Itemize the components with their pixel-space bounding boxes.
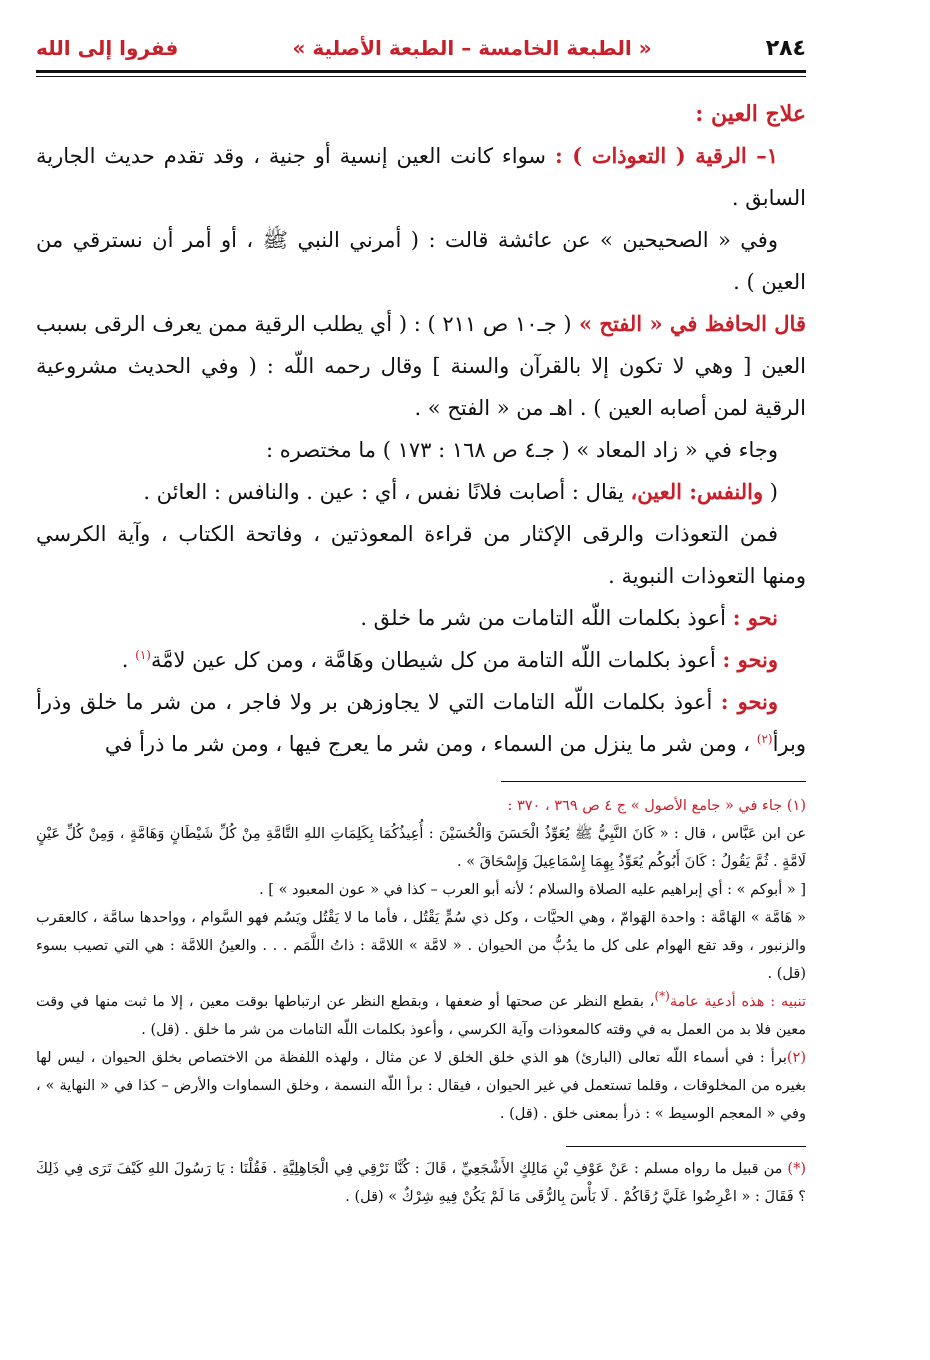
footnote-2: (٢)برأ : في أسماء اللّه تعالى (البارئ) هو الذي خلق الخلق لا عن مثال ، ولهذه اللفظة من الاختصاص بخلق الحيوان ، ليس لها بغيره من المخلوقات ، وقلما تستعمل في غير الحيوان ، فيقال : برأ اللّه النسمة ، وخلق السماوات والأرض – كذا في « النهاية » ، وفي « المعجم الوسيط » : ذرأ بمعنى خلق . (قل) . bbox=[36, 1050, 806, 1122]
star-note bbox=[36, 1155, 806, 1211]
nafs-label: والنفس: العين، bbox=[630, 479, 764, 504]
page-content bbox=[36, 30, 806, 1211]
section-heading: علاج العين : bbox=[695, 101, 806, 127]
footnote-separator bbox=[501, 781, 806, 782]
dua-1: نحو : أعوذ بكلمات اللّه التامات من شر ما خلق . bbox=[360, 605, 778, 630]
footnote-separator-2 bbox=[566, 1146, 806, 1147]
edition-title: « الطبعة الخامسة – الطبعة الأصلية » bbox=[292, 36, 652, 60]
dua-3: ونحو : أعوذ بكلمات اللّه التامات التي لا يجاوزهن بر ولا فاجر ، من شر ما خلق وذرأ وبرأ$^{(٢)}$ ، ومن شر ما ينزل من السماء ، ومن شر ما يعرج فيها ، ومن شر ما ذرأ في bbox=[36, 689, 806, 756]
book-title: ففروا إلى الله bbox=[36, 36, 179, 60]
running-header bbox=[36, 30, 806, 66]
footnote-1-heading: (١) جاء في « جامع الأصول » ج ٤ ص ٣٦٩ ، ٣٧٠ : bbox=[507, 798, 806, 814]
hafiz-label: قال الحافظ في « الفتح » bbox=[571, 311, 806, 336]
header-rule-thick bbox=[36, 70, 806, 73]
header-rule-thin bbox=[36, 76, 806, 77]
paragraph-ruqya: ١– الرقية ( التعوذات ) : سواء كانت العين إنسية أو جنية ، وقد تقدم حديث الجارية السابق . bbox=[36, 143, 806, 210]
page-number: ٢٨٤ bbox=[765, 35, 806, 61]
footnote-1-hadith: عن ابن عَبَّاس ، قال : « كَانَ النَّبِيُّ ﷺ يُعَوِّذُ الْحَسَنَ وَالْحُسَيْنَ : أُعِيذُكُمَا بِكَلِمَاتِ اللهِ التَّامَّةِ مِنْ كُلِّ شَيْطَانٍ وَهَامَّةٍ ، وَمِنْ كُلِّ عَيْنٍ لَامَّةٍ . ثُمَّ يَقُولُ : كَانَ أَبُوكُم يُعَوِّذُ بِهِمَا إِسْمَاعِيلَ وَإِسْحَاقَ » . bbox=[36, 826, 806, 870]
dua-2: ونحو : أعوذ بكلمات اللّه التامة من كل شيطان وهَامَّة ، ومن كل عين لامَّة$^{(١)}$ . bbox=[121, 647, 778, 672]
footnotes bbox=[36, 792, 806, 1128]
ruqya-label: ١– الرقية ( التعوذات ) : bbox=[554, 143, 779, 168]
footnote-ref-2: (٢) bbox=[756, 732, 773, 746]
footnote-star: (*) من قبيل ما رواه مسلم : عَنْ عَوْفِ بْنِ مَالِكٍ الأَشْجَعِيِّ ، قَالَ : كُنَّا نَرْقِي فِي الْجَاهِلِيَّةِ . فَقُلْنَا : يَا رَسُولَ اللهِ كَيْفَ تَرَى فِي ذَلِكَ ؟ فَقَالَ : « اعْرِضُوا عَلَيَّ رُقَاكُمْ . لَا بَأْسَ بِالرُّقَى مَا لَمْ يَكُنْ فِيهِ شِرْكٌ » (قل) . bbox=[36, 1161, 806, 1205]
footnote-1-definition: « هَامَّة » الهَامَّة : واحدة الهَوامّ ، وهي الحيَّات ، وكل ذي سُمٍّ يَقْتُل ، فأما ما لا يَقْتُل ويَسُم فهو السَّوام ، وواحدها سامَّة ، كالعقرب والزنبور ، وقد تقع الهوام على كل ما يدُبُّ من الحيوان . « لامَّة » اللامَّة : ذاتُ اللَّمَم . . . والعينُ اللامَّة : هي التي تصيب بسوء (قل) . bbox=[36, 910, 806, 982]
footnote-1-bracket: [ « أبوكم » : أي إبراهيم عليه الصلاة والسلام ؛ لأنه أبو العرب – كذا في « عون المعبود » ] . bbox=[259, 882, 806, 898]
footnote-warning: تنبيه : هذه أدعية عامة(*)، بقطع النظر عن صحتها أو ضعفها ، وبقطع النظر عن ارتباطها بوقت معين ، إلا ما ثبت منها في وقت معين فلا بد من العمل به في وقته كالمعوذات وآية الكرسي ، وأعوذ بكلمات اللّه التامات من شر ما خلق . (قل) . bbox=[36, 989, 806, 1038]
paragraph-fath: قال الحافظ في « الفتح » ( جـ١٠ ص ٢١١ ) : ( أي يطلب الرقية ممن يعرف الرقى بسبب العين [ وهي لا تكون إلا بالقرآن والسنة ] وقال رحمه اللّه : ( وفي الحديث مشروعية الرقية لمن أصابه العين ) . اهـ من « الفتح » . bbox=[36, 311, 806, 420]
paragraph-sahihayn: وفي « الصحيحين » عن عائشة قالت : ( أمرني النبي ﷺ ، أو أمر أن نسترقي من العين ) . bbox=[36, 228, 806, 294]
paragraph-nafs: ( والنفس: العين، يقال : أصابت فلانًا نفس ، أي : عين . والنافس : العائن . bbox=[143, 479, 778, 504]
main-text bbox=[36, 93, 806, 765]
footnote-ref-1: (١) bbox=[135, 648, 151, 662]
paragraph-taawwudhat: فمن التعوذات والرقى الإكثار من قراءة المعوذتين ، وفاتحة الكتاب ، وآية الكرسي ومنها التعوذات النبوية . bbox=[36, 522, 806, 588]
paragraph-zad: وجاء في « زاد المعاد » ( جـ٤ ص ١٦٨ : ١٧٣ ) ما مختصره : bbox=[266, 438, 778, 462]
